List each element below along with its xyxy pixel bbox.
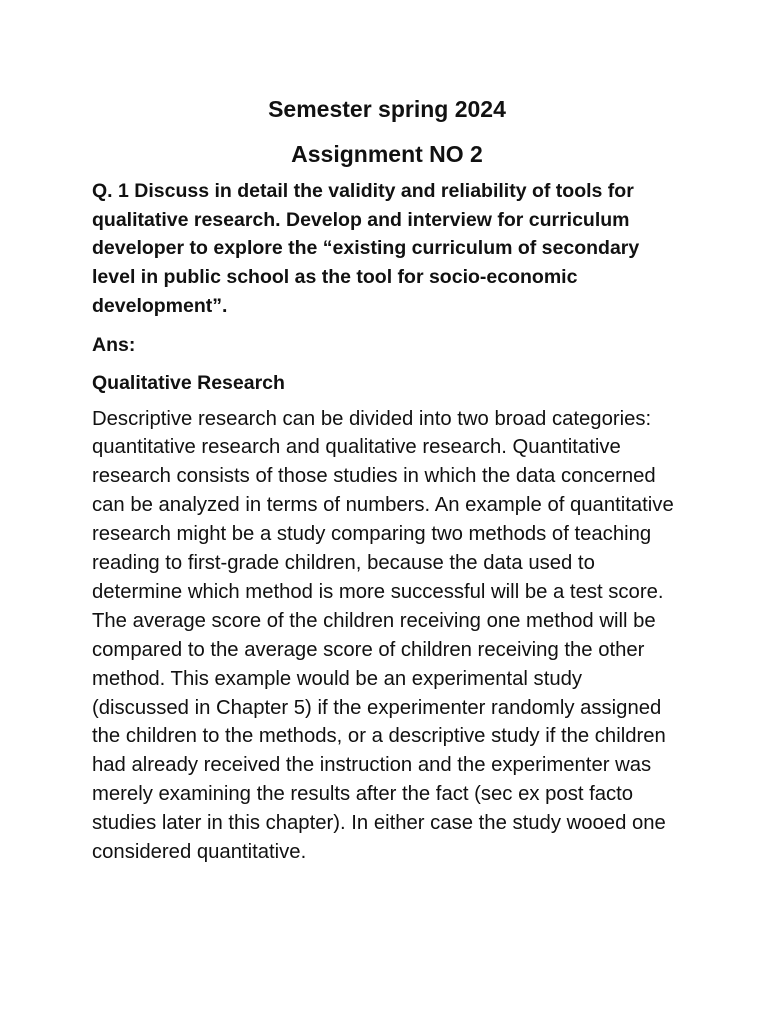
document-page bbox=[92, 94, 682, 867]
section-heading: Qualitative Research bbox=[92, 371, 285, 394]
assignment-title: Assignment NO 2 bbox=[291, 141, 483, 167]
body-paragraph: Descriptive research can be divided into two broad categories: quantitative research and qualitative research. Quantitative research consists of those studies in which the data concerned can be analyzed in terms of numbers. An example of quantitative research might be a study comparing two methods of teaching reading to first-grade children, because the data used to determine which method is more successful will be a test score. The average score of the children receiving one method will be compared to the average score of children receiving the other method. This example would be an experimental study (discussed in Chapter 5) if the experimenter randomly assigned the children to the methods, or a descriptive study if the children had already received the instruction and the experimenter was merely examining the results after the fact (sec ex post facto studies later in this chapter). In either case the study wooed one considered quantitative. bbox=[92, 407, 674, 864]
question-text: Q. 1 Discuss in detail the validity and reliability of tools for qualitative research. Develop and interview for curriculum developer to explore the “existing curriculum of secondary level in public school as the tool for socio-economic development”. bbox=[92, 180, 640, 317]
answer-label: Ans: bbox=[92, 333, 136, 356]
semester-title: Semester spring 2024 bbox=[268, 96, 506, 122]
